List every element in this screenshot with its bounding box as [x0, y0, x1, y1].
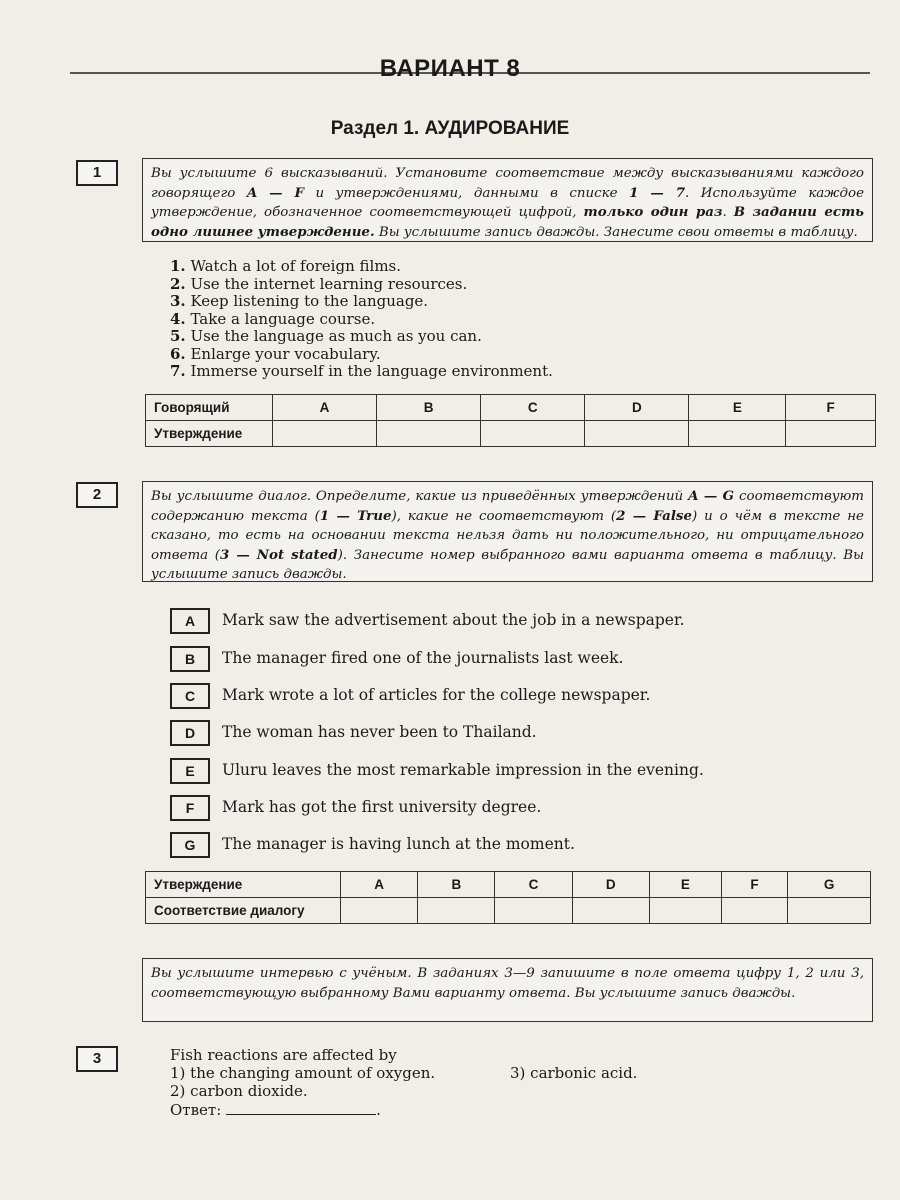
- column-header: G: [788, 872, 871, 898]
- statement-letter: E: [170, 758, 210, 784]
- answer-end: .: [376, 1101, 381, 1119]
- statement-letter: G: [170, 832, 210, 858]
- task-3-options-row: [170, 1064, 638, 1082]
- statement-text: The woman has never been to Thailand.: [222, 723, 537, 741]
- table-row-label: Соответствие диалогу: [146, 898, 341, 924]
- task-2-number: 2: [76, 482, 118, 508]
- statement-text: Mark has got the first university degree.: [222, 798, 542, 816]
- task-3-option-1: 1) the changing amount of oxygen.: [170, 1064, 436, 1082]
- statement-text: Mark saw the advertisement about the job in a newspaper.: [222, 611, 685, 629]
- statement-letter: C: [170, 683, 210, 709]
- list-item: 1. Watch a lot of foreign films.: [170, 257, 402, 275]
- interview-instruction: Вы услышите интервью с учёным. В заданиях 3—9 запишите в поле ответа цифру 1, 2 или 3, соответствующую выбранному Вами варианту ответа. Вы услышите запись дважды.: [142, 958, 873, 1022]
- task-1-statement-list: [170, 258, 553, 381]
- answer-cell[interactable]: [377, 421, 481, 447]
- column-header: A: [341, 872, 418, 898]
- answer-cell[interactable]: [418, 898, 495, 924]
- answer-cell[interactable]: [572, 898, 649, 924]
- variant-title: ВАРИАНТ 8: [379, 55, 521, 82]
- column-header: A: [273, 395, 377, 421]
- column-header: B: [377, 395, 481, 421]
- answer-field[interactable]: [226, 1100, 376, 1115]
- task-2-instruction: Вы услышите диалог. Определите, какие из приведённых утверждений A — G соответствуют содержанию текста (1 — True), какие не соответствуют (2 — False) и о чём в тексте не сказано, то есть на основании текста нельзя дать ни положительного, ни отрицательного ответа (3 — Not stated). Занесите номер выбранного вами варианта ответа в таблицу. Вы услышите запись дважды.: [142, 481, 873, 582]
- list-item: 3. Keep listening to the language.: [170, 292, 429, 310]
- task-3-question: Fish reactions are affected by: [170, 1046, 397, 1064]
- task-1-instruction: Вы услышите 6 высказываний. Установите соответствие между высказываниями каждого говорящего A — F и утверждениями, данными в списке 1 — 7. Используйте каждое утверждение, обозначенное соответствующей цифрой, только один раз. В задании есть одно лишнее утверждение. Вы услышите запись дважды. Занесите свои ответы в таблицу.: [142, 158, 873, 242]
- task-3-question-block: [170, 1046, 638, 1119]
- column-header: F: [786, 395, 876, 421]
- statement-text: Mark wrote a lot of articles for the college newspaper.: [222, 686, 651, 704]
- answer-cell[interactable]: [585, 421, 689, 447]
- list-item: 7. Immerse yourself in the language environment.: [170, 362, 553, 380]
- answer-cell[interactable]: [786, 421, 876, 447]
- answer-cell[interactable]: [495, 898, 572, 924]
- table-row-label: Утверждение: [146, 421, 273, 447]
- table-row-label: Говорящий: [146, 395, 273, 421]
- column-header: D: [572, 872, 649, 898]
- statement-text: Uluru leaves the most remarkable impression in the evening.: [222, 761, 704, 779]
- list-item: 2. Use the internet learning resources.: [170, 274, 468, 293]
- task-3-option-2: 2) carbon dioxide.: [170, 1082, 308, 1100]
- statement-letter: B: [170, 646, 210, 672]
- column-header: C: [481, 395, 585, 421]
- answer-cell[interactable]: [649, 898, 721, 924]
- column-header: E: [649, 872, 721, 898]
- task-3-number: 3: [76, 1046, 118, 1072]
- column-header: B: [418, 872, 495, 898]
- answer-cell[interactable]: [721, 898, 787, 924]
- task-1-number: 1: [76, 160, 118, 186]
- statement-letter: D: [170, 720, 210, 746]
- column-header: E: [689, 395, 786, 421]
- list-item: 6. Enlarge your vocabulary.: [170, 344, 381, 363]
- column-header: C: [495, 872, 572, 898]
- list-item: 5. Use the language as much as you can.: [170, 327, 482, 345]
- task-3-answer: [170, 1100, 435, 1119]
- column-header: D: [585, 395, 689, 421]
- list-item: 4. Take a language course.: [170, 309, 376, 328]
- column-header: F: [721, 872, 787, 898]
- answer-cell[interactable]: [689, 421, 786, 447]
- answer-label: Ответ:: [170, 1101, 222, 1119]
- statement-text: The manager fired one of the journalists last week.: [222, 649, 624, 667]
- answer-cell[interactable]: [788, 898, 871, 924]
- statement-letter: F: [170, 795, 210, 821]
- answer-cell[interactable]: [273, 421, 377, 447]
- answer-cell[interactable]: [481, 421, 585, 447]
- task-2-answer-table: [145, 871, 871, 924]
- table-row-label: Утверждение: [146, 872, 341, 898]
- section-title: Раздел 1. АУДИРОВАНИЕ: [330, 118, 570, 139]
- task-3-option-3: 3) carbonic acid.: [510, 1064, 638, 1082]
- answer-cell[interactable]: [341, 898, 418, 924]
- statement-text: The manager is having lunch at the moment.: [222, 835, 575, 853]
- statement-letter: A: [170, 608, 210, 634]
- task-1-answer-table: [145, 394, 876, 447]
